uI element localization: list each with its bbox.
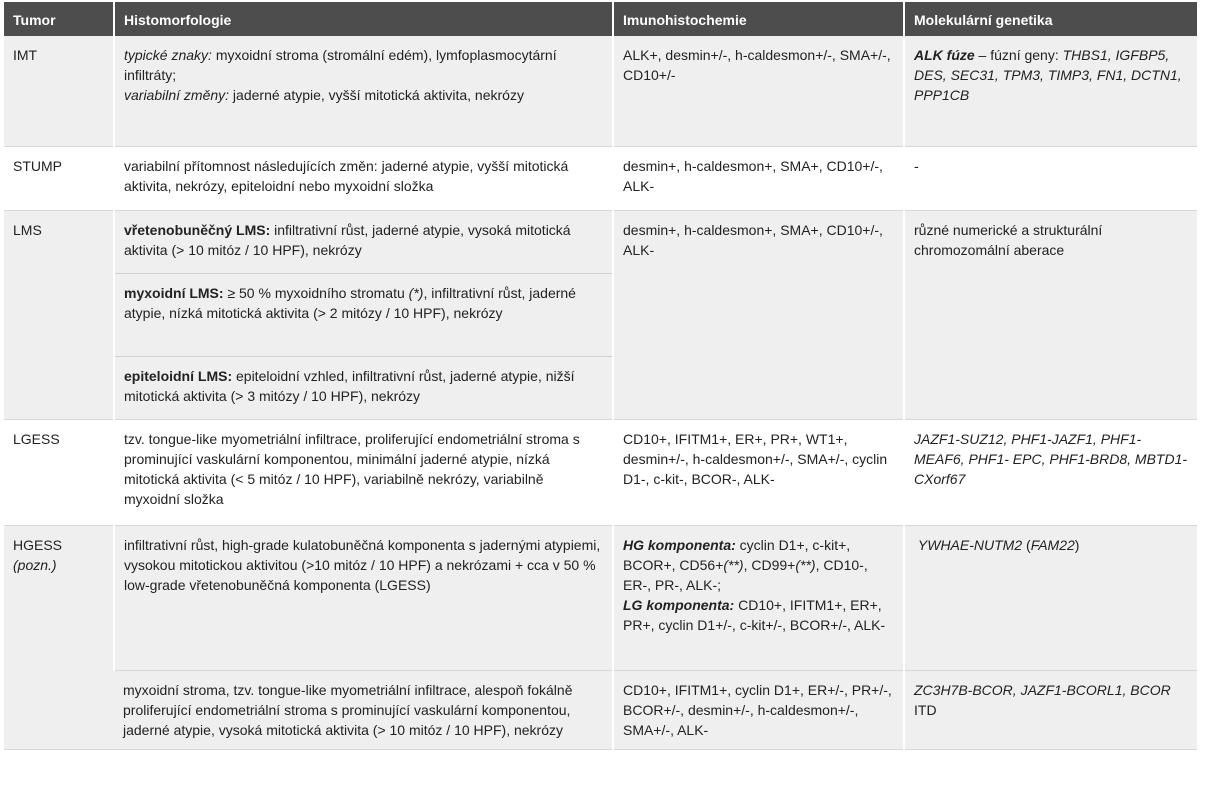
subtype-label: myxoidní LMS:: [124, 284, 224, 301]
subtype-text: infiltrativní růst, jaderné atypie, vysoká mitotická aktivita (> 10 mitóz / 10 HPF), nekrózy: [124, 221, 571, 258]
molek-text: (: [1022, 536, 1031, 553]
row-imt: [4, 36, 1197, 146]
imuno-cell: [613, 525, 904, 670]
header-tumor: Tumor: [4, 2, 114, 36]
histo-text: myxoidní stroma (stromální edém), lymfoplasmocytární infiltráty;: [124, 47, 557, 83]
header-molekularni-genetika: Molekulární genetika: [904, 2, 1197, 36]
component-label: LG komponenta:: [623, 596, 735, 613]
imuno-cell: CD10+, IFITM1+, ER+, PR+, WT1+, desmin+/-, h-caldesmon+/-, SMA+/-, cyclin D1-, c-kit-, BCOR-, ALK-: [613, 419, 904, 525]
molek-label: ALK fúze: [914, 47, 975, 63]
histo-cell: myxoidní stroma, tzv. tongue-like myometriální infiltrace, alespoň fokálně proliferující endometriální stroma s prominující vaskulární komponentou, jaderné atypie, vysoká mitotická aktivita (> 10 mitóz / 10 HPF), nekrózy: [114, 670, 613, 749]
row-stump: [4, 146, 1197, 210]
histo-cell: [114, 210, 613, 419]
header-imunohistochemie: Imunohistochemie: [613, 2, 904, 36]
lms-subtype-myxoid: [115, 273, 612, 356]
histo-cell: tzv. tongue-like myometriální infiltrace, proliferující endometriální stroma s prominující vaskulární komponentou, minimální jaderné atypie, nízká mitotická aktivita (< 5 mitóz / 10 HPF), variabilně nekrózy, variabilně myxoidní složka: [114, 419, 613, 525]
histo-text: jaderné atypie, vyšší mitotická aktivita, nekrózy: [229, 87, 524, 103]
component-text: cyclin D1+, c-kit+, BCOR+, CD56+: [623, 536, 851, 573]
molek-cell: různé numerické a strukturální chromozomální aberace: [904, 210, 1197, 419]
header-row: [4, 2, 1197, 36]
row-lms: [4, 210, 1197, 419]
tumor-cell: LGESS: [4, 419, 114, 525]
molek-cell: JAZF1-SUZ12, PHF1-JAZF1, PHF1-MEAF6, PHF1- EPC, PHF1-BRD8, MBTD1-CXorf67: [904, 419, 1197, 525]
subtype-text: , infiltrativní růst, jaderné atypie, nízká mitotická aktivita (> 2 mitózy / 10 HPF), nekrózy: [124, 284, 576, 321]
molek-alt: FAM22: [1030, 536, 1075, 553]
subtype-text: ≥ 50 % myxoidního stromatu: [223, 284, 409, 301]
row-hgess: [4, 525, 1197, 670]
histo-cell: [114, 36, 613, 146]
molek-itd: ITD: [914, 701, 937, 718]
footnote-mark: (*): [408, 284, 424, 301]
molek-gene: YWHAE-NUTM2: [917, 536, 1023, 553]
tumor-note: (pozn.): [13, 556, 57, 573]
tumor-table: [4, 2, 1197, 750]
header-histomorfologie: Histomorfologie: [114, 2, 613, 36]
molek-genes: ZC3H7B-BCOR, JAZF1-BCORL1, BCOR: [914, 681, 1171, 698]
molek-cell: [904, 525, 1197, 670]
tumor-cell: STUMP: [4, 146, 114, 210]
row-hgess-myxoid: [4, 670, 1197, 749]
histo-cell: infiltrativní růst, high-grade kulatobuněčná komponenta s jadernými atypiemi, vysokou mitotickou aktivitou (>10 mitóz / 10 HPF) a nekrózami + cca v 50 % low-grade vřetenobuněčná komponenta (LGESS): [114, 525, 613, 670]
tumor-cell: [4, 525, 114, 749]
imuno-cell: desmin+, h-caldesmon+, SMA+, CD10+/-, ALK-: [613, 210, 904, 419]
histo-label: typické znaky:: [124, 47, 212, 63]
tumor-cell: LMS: [4, 210, 114, 419]
component-text: CD10+, IFITM1+, ER+, PR+, cyclin D1+/-, c-kit+/-, BCOR+/-, ALK-: [623, 596, 886, 633]
subtype-label: vřetenobuněčný LMS:: [124, 221, 271, 238]
tumor-cell: IMT: [4, 36, 114, 146]
imuno-cell: desmin+, h-caldesmon+, SMA+, CD10+/-, ALK-: [613, 146, 904, 210]
imuno-cell: CD10+, IFITM1+, cyclin D1+, ER+/-, PR+/-, BCOR+/-, desmin+/-, h-caldesmon+/-, SMA+/-, ALK-: [613, 670, 904, 749]
subtype-label: epiteloidní LMS:: [124, 367, 233, 384]
subtype-text: epiteloidní vzhled, infiltrativní růst, jaderné atypie, nižší mitotická aktivita (> 3 mitózy / 10 HPF), nekrózy: [124, 367, 575, 404]
molek-text: ): [1074, 536, 1080, 553]
molek-genes: THBS1, IGFBP5, DES, SEC31, TPM3, TIMP3, FN1, DCTN1, PPP1CB: [914, 47, 1182, 103]
histo-label: variabilní změny:: [124, 87, 230, 103]
tumor-name: HGESS: [13, 536, 63, 553]
molek-cell: [904, 670, 1197, 749]
footnote-mark: (**): [795, 556, 816, 573]
molek-cell: -: [904, 146, 1197, 210]
molek-text: – fúzní geny:: [974, 47, 1063, 63]
row-lgess: [4, 419, 1197, 525]
component-label: HG komponenta:: [623, 536, 736, 553]
imuno-cell: ALK+, desmin+/-, h-caldesmon+/-, SMA+/-, CD10+/-: [613, 36, 904, 146]
lms-subtype-spindle: [115, 211, 612, 273]
component-text: , CD99+: [743, 556, 796, 573]
lms-subtype-epithelioid: [115, 356, 612, 419]
footnote-mark: (**): [723, 556, 744, 573]
component-text: , CD10-, ER-, PR-, ALK-;: [623, 556, 868, 593]
histo-cell: variabilní přítomnost následujících změn: jaderné atypie, vyšší mitotická aktivita, nekrózy, epiteloidní nebo myxoidní složka: [114, 146, 613, 210]
molek-cell: [904, 36, 1197, 146]
